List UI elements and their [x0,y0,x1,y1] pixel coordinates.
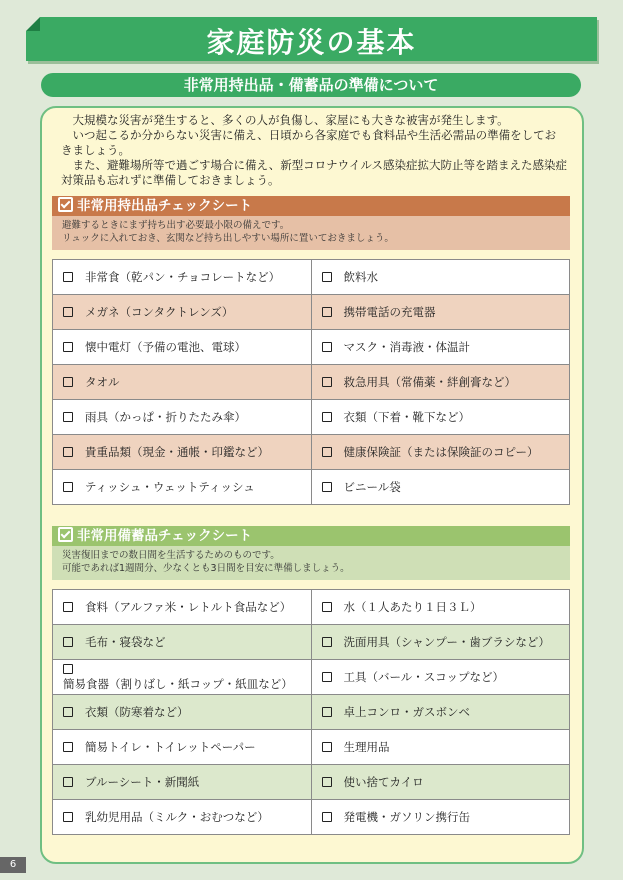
title-fold-corner [26,17,40,31]
checkbox-icon[interactable] [63,482,73,492]
checklist-item[interactable] [53,470,312,505]
checklist-item[interactable] [311,625,570,660]
checklist-item[interactable] [311,330,570,365]
table-row [53,260,570,295]
checkbox-icon[interactable] [63,447,73,457]
checklist-item[interactable] [311,695,570,730]
checkbox-icon[interactable] [322,672,332,682]
table-row [53,400,570,435]
intro-text [61,113,567,188]
checklist-item-label: 卓上コンロ・ガスボンベ [343,705,470,719]
stockpile-heading: 非常用備蓄品チェックシート [77,528,253,544]
checkbox-icon[interactable] [322,812,332,822]
checklist-item-label: 懐中電灯（予備の電池、電球） [85,340,246,354]
checklist-item[interactable] [53,295,312,330]
checklist-item[interactable] [53,400,312,435]
checklist-item[interactable] [53,260,312,295]
stockpile-note-line-2: 可能であれば1週間分、少なくとも3日間を目安に準備しましょう。 [62,563,350,574]
emergency-heading: 非常用持出品チェックシート [77,198,253,214]
checkbox-icon[interactable] [322,447,332,457]
table-row [53,470,570,505]
table-row [53,330,570,365]
checklist-item[interactable] [53,365,312,400]
checklist-item[interactable] [311,590,570,625]
page-number: 6 [0,857,26,873]
checklist-item[interactable] [53,330,312,365]
checkbox-icon[interactable] [63,602,73,612]
checklist-item-label: ティッシュ・ウェットティッシュ [85,480,255,494]
checkbox-icon[interactable] [63,272,73,282]
checklist-item-label: 使い捨てカイロ [343,775,424,789]
checklist-item[interactable] [311,295,570,330]
emergency-checklist-table [52,259,570,505]
checklist-item[interactable] [53,765,312,800]
checkbox-icon[interactable] [322,602,332,612]
table-row [53,695,570,730]
checkbox-icon[interactable] [63,707,73,717]
checkbox-icon[interactable] [322,707,332,717]
checklist-item[interactable] [53,695,312,730]
checklist-item-label: 簡易食器（割りばし・紙コップ・紙皿など） [63,677,293,691]
checkbox-icon[interactable] [63,377,73,387]
checklist-item[interactable] [311,470,570,505]
checklist-item-label: 携帯電話の充電器 [343,305,436,319]
checklist-item-label: 毛布・寝袋など [85,635,166,649]
checklist-item[interactable] [311,800,570,835]
table-row [53,435,570,470]
checklist-item[interactable] [311,435,570,470]
checklist-item-label: 救急用具（常備薬・絆創膏など） [343,375,516,389]
checklist-item[interactable] [53,625,312,660]
checklist-item-label: 乳幼児用品（ミルク・おむつなど） [85,810,269,824]
checklist-item-label: 食料（アルファ米・レトルト食品など） [85,600,292,614]
checklist-item[interactable] [53,435,312,470]
checklist-item[interactable] [53,660,312,695]
stockpile-note-line-1: 災害復旧までの数日間を生活するためのものです。 [62,550,280,561]
emergency-note [52,216,570,250]
checklist-item[interactable] [311,660,570,695]
stockpile-note [52,546,570,580]
checklist-item-label: 衣類（下着・靴下など） [343,410,470,424]
checklist-item-label: 衣類（防寒着など） [85,705,189,719]
table-row [53,625,570,660]
checkbox-icon[interactable] [322,377,332,387]
intro-paragraph-1: 大規模な災害が発生すると、多くの人が負傷し、家屋にも大きな被害が発生します。 [61,113,509,127]
page-title: 家庭防災の基本 [206,26,417,59]
checkbox-icon[interactable] [63,777,73,787]
checklist-item[interactable] [53,730,312,765]
checkbox-icon[interactable] [322,342,332,352]
checklist-item[interactable] [53,590,312,625]
checklist-item-label: ブルーシート・新聞紙 [85,775,200,789]
emergency-note-line-1: 避難するときにまず持ち出す必要最小限の備えです。 [62,220,290,231]
checklist-item[interactable] [311,260,570,295]
intro-paragraph-2: いつ起こるか分からない災害に備え、日頃から各家庭でも食料品や生活必需品の準備をしておきましょう。 [61,128,557,157]
checkbox-icon[interactable] [63,342,73,352]
checklist-item[interactable] [311,730,570,765]
emergency-note-line-2: リュックに入れておき、玄関など持ち出しやすい場所に置いておきましょう。 [62,233,394,244]
checklist-item-label: 雨具（かっぱ・折りたたみ傘） [85,410,246,424]
table-row [53,590,570,625]
checkbox-icon[interactable] [63,307,73,317]
checkbox-icon[interactable] [322,307,332,317]
table-row [53,765,570,800]
checkbox-icon[interactable] [63,812,73,822]
checkbox-icon [58,197,73,212]
emergency-section-header [52,196,570,216]
checkbox-icon[interactable] [322,777,332,787]
checklist-item-label: ビニール袋 [343,480,401,494]
checklist-item-label: タオル [85,375,120,389]
page-subtitle: 非常用持出品・備蓄品の準備について [41,73,581,97]
checkbox-icon[interactable] [322,412,332,422]
stockpile-section-header [52,526,570,546]
table-row [53,800,570,835]
checkbox-icon[interactable] [322,272,332,282]
checklist-item-label: 工具（バール・スコップなど） [343,670,505,684]
stockpile-checklist-table [52,589,570,835]
checkbox-icon[interactable] [322,482,332,492]
checklist-item-label: 飲料水 [343,270,378,284]
checkbox-icon [58,527,73,542]
table-row [53,730,570,765]
checklist-item-label: 貴重品類（現金・通帳・印鑑など） [85,445,269,459]
table-row [53,295,570,330]
checkbox-icon[interactable] [63,664,73,674]
checklist-item-label: 洗面用具（シャンプー・歯ブラシなど） [343,635,550,649]
checklist-item[interactable] [53,800,312,835]
checklist-item-label: マスク・消毒液・体温計 [343,340,470,354]
table-row [53,365,570,400]
checklist-item[interactable] [311,400,570,435]
checkbox-icon[interactable] [63,637,73,647]
title-banner [26,17,597,61]
checklist-item-label: 非常食（乾パン・チョコレートなど） [85,270,281,284]
checklist-item-label: 簡易トイレ・トイレットペーパー [85,740,256,754]
checklist-item-label: メガネ（コンタクトレンズ） [85,305,234,319]
checklist-item-label: 水（１人あたり１日３Ｌ） [343,600,482,614]
checkbox-icon[interactable] [63,412,73,422]
checkbox-icon[interactable] [63,742,73,752]
checkbox-icon[interactable] [322,742,332,752]
intro-paragraph-3: また、避難場所等で過ごす場合に備え、新型コロナウイルス感染症拡大防止等を踏まえた感染症対策品も忘れずに準備しておきましょう。 [61,158,567,187]
checklist-item-label: 発電機・ガソリン携行缶 [343,810,470,824]
checklist-item-label: 生理用品 [343,740,390,754]
table-row [53,660,570,695]
checkbox-icon[interactable] [322,637,332,647]
checklist-item[interactable] [311,765,570,800]
checklist-item-label: 健康保険証（または保険証のコピー） [343,445,539,459]
checklist-item[interactable] [311,365,570,400]
